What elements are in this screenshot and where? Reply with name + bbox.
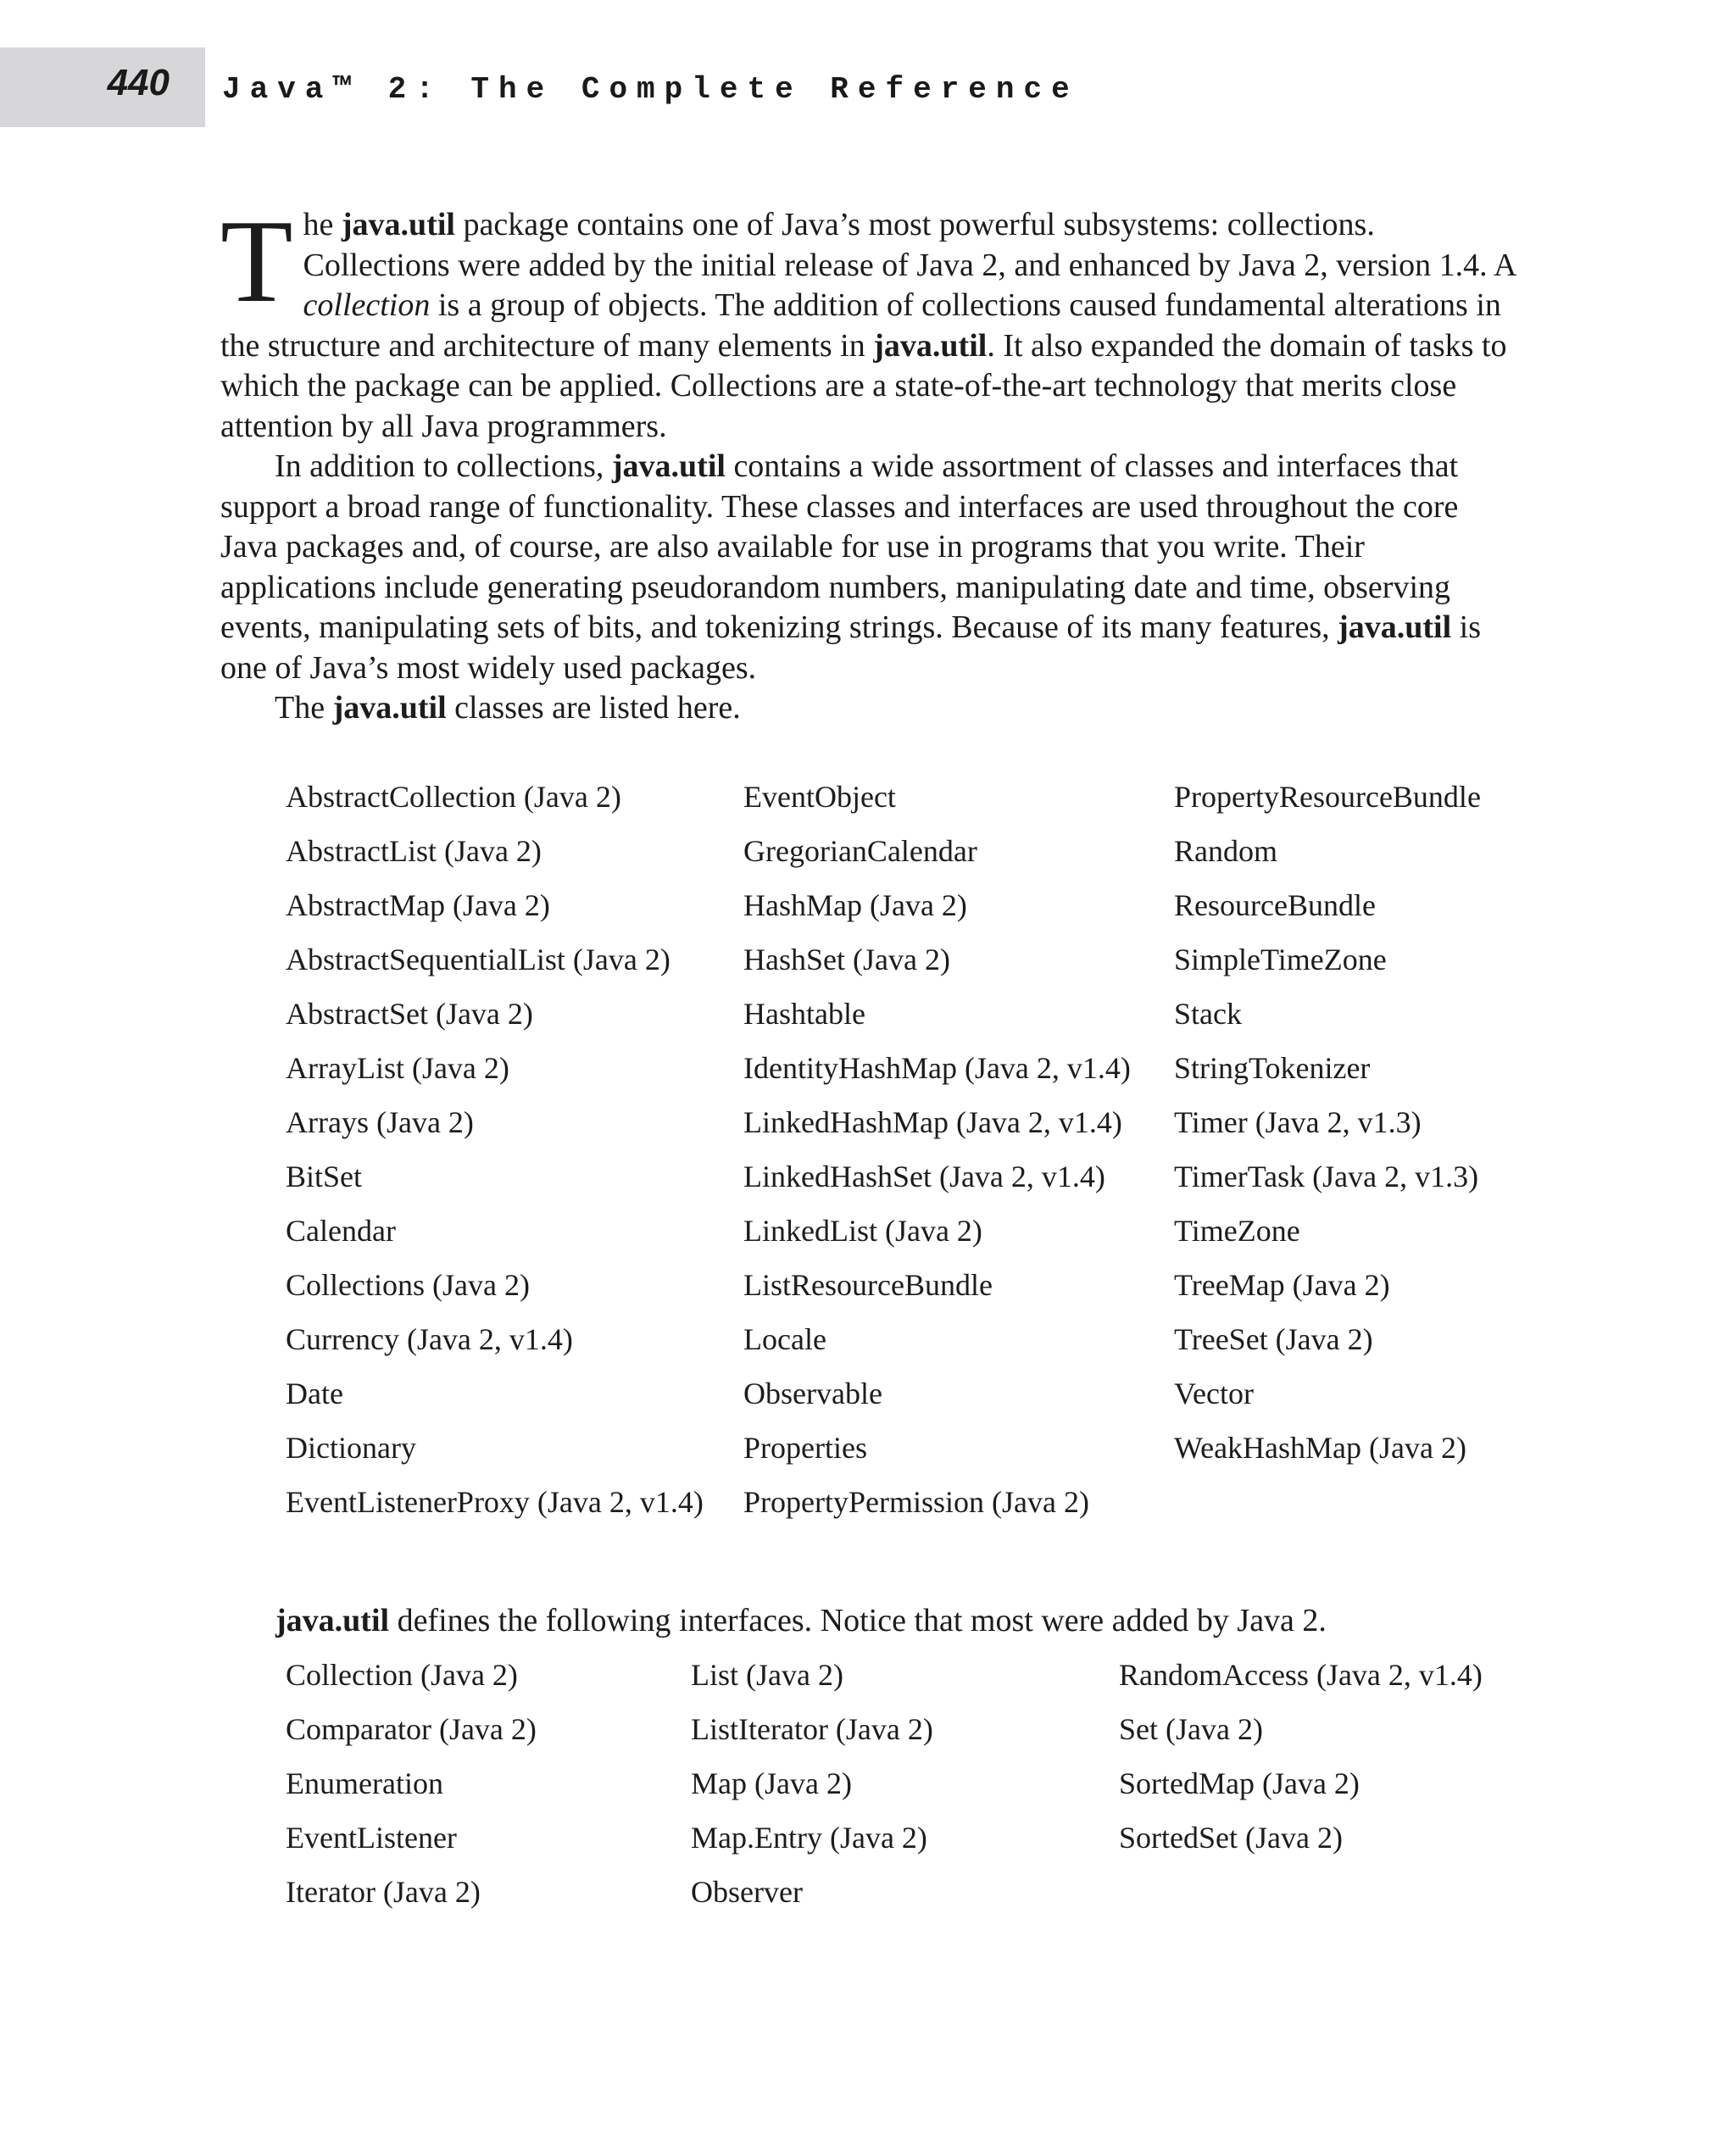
interface-item: SortedSet (Java 2) [1119,1821,1343,1855]
interfaces-column-3 [1119,1648,1483,1865]
interfaces-column-1 [286,1648,537,1919]
interface-item: SortedMap (Java 2) [1119,1766,1360,1800]
text-run: . It also expanded the domain of tasks to which the package can be applied. Collections are a state-of-the-art technology that merits close attention by all Java programmers. [220,327,1507,444]
class-item: AbstractSequentialList (Java 2) [286,943,670,976]
class-item: ResourceBundle [1174,888,1376,922]
text-run: contains a wide assortment of classes and interfaces that support a broad range of functionality. These classes and interfaces are used throughout the core Java packages and, of course, are also available for use in programs that you write. Their applications include generating pseudorandom numbers, manipulating date and time, observing events, manipulating sets of bits, and tokenizing strings. Because of its many features, [220,448,1459,645]
class-item: PropertyPermission (Java 2) [743,1485,1089,1519]
code-term: java.util [873,327,988,364]
classes-list [286,770,1515,1532]
class-item: PropertyResourceBundle [1174,780,1481,814]
interface-item: Enumeration [286,1766,443,1800]
class-item: ListResourceBundle [743,1268,993,1302]
text-run: is one of Java’s most widely used packages. [220,609,1482,686]
code-term: java.util [611,448,726,484]
class-item: GregorianCalendar [743,834,977,868]
drop-cap: T [220,196,293,327]
class-item: Dictionary [286,1431,416,1465]
class-item: Calendar [286,1214,396,1248]
text-run: he [303,207,342,242]
class-item: TimeZone [1174,1214,1300,1248]
emphasis-term: collection [303,287,431,323]
interface-item: Set (Java 2) [1119,1712,1263,1746]
text-run: is a group of objects. The addition of collections caused fundamental alterations in the structure and architecture of many elements in [220,287,1501,364]
text-run: classes are listed here. [446,690,741,726]
class-item: EventObject [743,780,896,814]
interfaces-column-2 [691,1648,933,1919]
text-run: In addition to collections, [275,448,612,484]
class-item: EventListenerProxy (Java 2, v1.4) [286,1485,704,1519]
class-item: Locale [743,1322,826,1356]
code-term: java.util [332,690,447,726]
class-item: Hashtable [743,997,865,1031]
intro-paragraph-2 [220,447,1517,688]
interface-item: Map.Entry (Java 2) [691,1821,927,1855]
class-item: SimpleTimeZone [1174,943,1387,976]
class-item: Properties [743,1431,867,1465]
page-number-tab [0,47,205,127]
class-item: HashMap (Java 2) [743,888,967,922]
class-item: Arrays (Java 2) [286,1105,474,1139]
class-item: LinkedList (Java 2) [743,1214,982,1248]
text-run: package contains one of Java’s most powerful subsystems: collections. Collections were added by the initial release of Java 2, and enhanced by Java 2, version 1.4. A [303,207,1516,283]
interface-item: Collection (Java 2) [286,1658,518,1692]
interface-item: RandomAccess (Java 2, v1.4) [1119,1658,1483,1692]
interface-item: List (Java 2) [691,1658,843,1692]
interface-item: Map (Java 2) [691,1766,852,1800]
text-run: defines the following interfaces. Notice that most were added by Java 2. [389,1603,1327,1638]
running-title: Java™ 2: The Complete Reference [222,72,1079,107]
class-item: Collections (Java 2) [286,1268,530,1302]
class-item: TimerTask (Java 2, v1.3) [1174,1160,1479,1193]
class-item: WeakHashMap (Java 2) [1174,1431,1466,1465]
class-item: ArrayList (Java 2) [286,1051,509,1085]
class-item: IdentityHashMap (Java 2, v1.4) [743,1051,1131,1085]
page-number: 440 [107,62,170,103]
class-item: TreeMap (Java 2) [1174,1268,1390,1302]
interface-item: EventListener [286,1821,457,1855]
classes-column-3 [1174,770,1481,1475]
code-term: java.util [1338,609,1452,645]
class-item: AbstractSet (Java 2) [286,997,533,1031]
class-item: Date [286,1377,343,1410]
interface-item: Iterator (Java 2) [286,1875,481,1909]
class-item: HashSet (Java 2) [743,943,950,976]
class-item: AbstractList (Java 2) [286,834,542,868]
class-item: Random [1174,834,1277,868]
intro-paragraph-1 [220,196,1517,447]
classes-column-1 [286,770,704,1529]
class-item: LinkedHashMap (Java 2, v1.4) [743,1105,1122,1139]
text-run: The [275,690,333,726]
class-item: TreeSet (Java 2) [1174,1322,1373,1356]
class-item: BitSet [286,1160,363,1193]
interface-item: Observer [691,1875,803,1909]
interface-item: ListIterator (Java 2) [691,1712,933,1746]
interface-item: Comparator (Java 2) [286,1712,537,1746]
class-item: LinkedHashSet (Java 2, v1.4) [743,1160,1105,1193]
class-item: Stack [1174,997,1242,1031]
code-term: java.util [341,207,455,242]
class-item: Vector [1174,1377,1254,1410]
class-item: Currency (Java 2, v1.4) [286,1322,573,1356]
code-term: java.util [275,1603,390,1638]
class-item: Timer (Java 2, v1.3) [1174,1105,1422,1139]
interfaces-intro [275,1600,1327,1641]
class-item: StringTokenizer [1174,1051,1371,1085]
body-text [220,196,1517,729]
interfaces-list [286,1648,1515,1927]
intro-paragraph-3 [220,688,1517,729]
class-item: Observable [743,1377,882,1410]
classes-column-2 [743,770,1131,1529]
class-item: AbstractMap (Java 2) [286,888,550,922]
class-item: AbstractCollection (Java 2) [286,780,621,814]
